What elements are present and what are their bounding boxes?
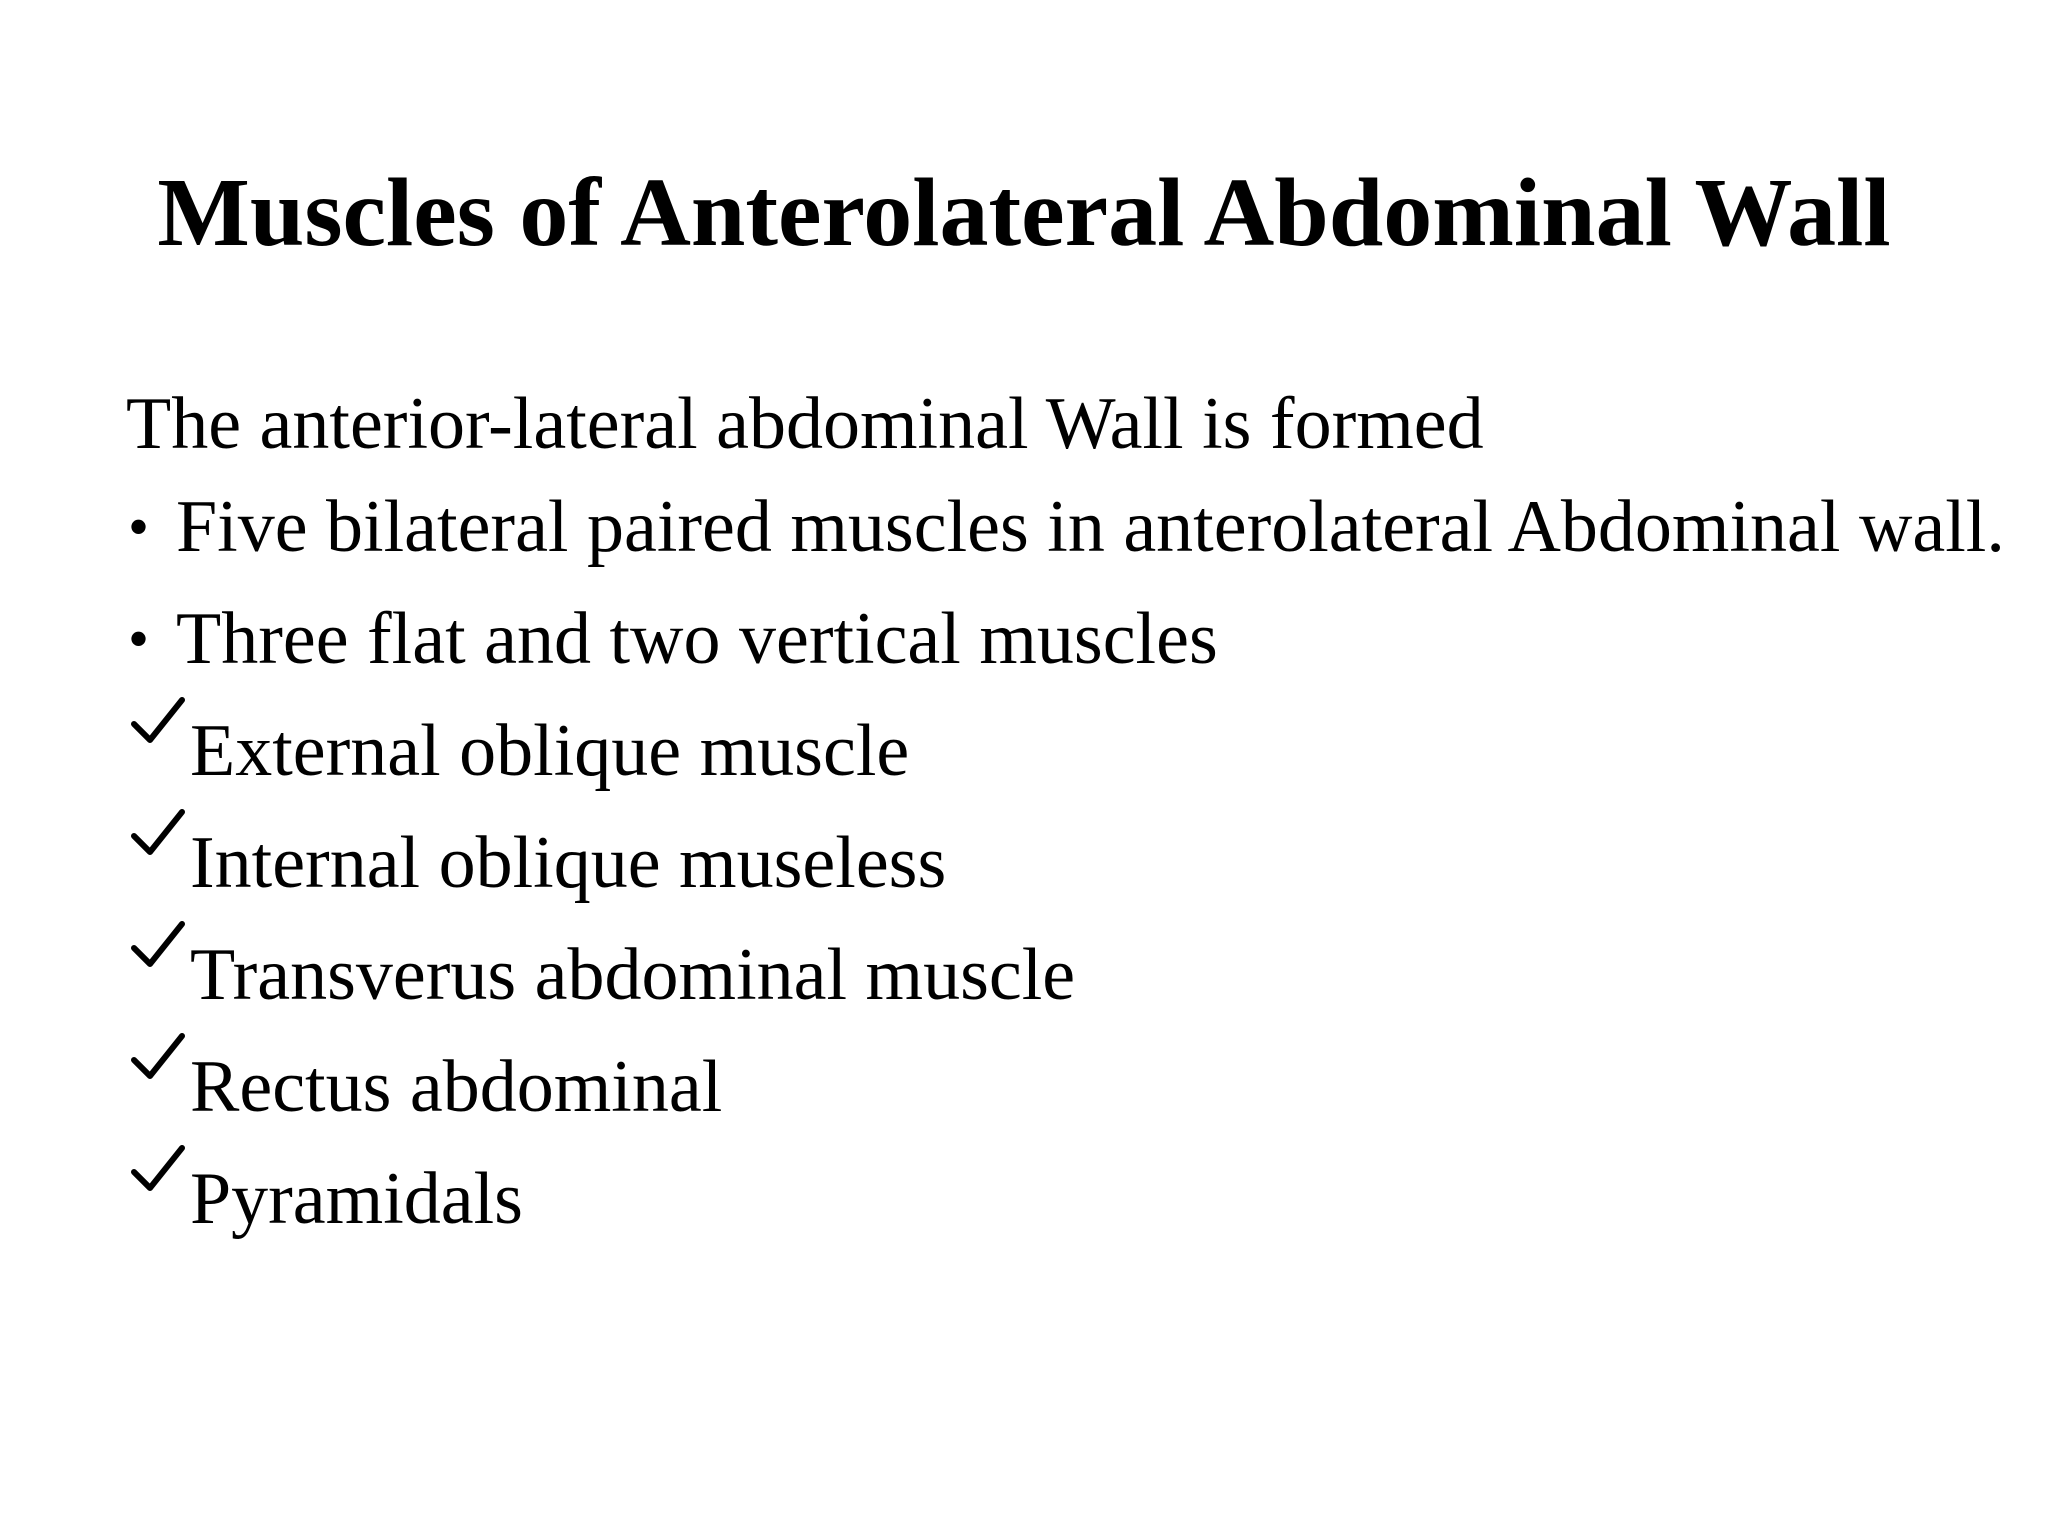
check-item [126,708,2006,794]
check-item-text: Transverus abdominal muscle [190,934,1076,1016]
check-item [126,1044,2006,1130]
check-mark-icon [130,806,186,862]
bullet-icon: • [128,494,150,560]
check-mark-icon [130,694,186,750]
bullet-list [126,484,2006,682]
check-list [126,708,2006,1242]
bullet-icon: • [128,606,150,672]
bullet-text: Five bilateral paired muscles in anterolateral Abdominal wall. [176,486,2005,568]
check-item [126,932,2006,1018]
slide-title: Muscles of Anterolateral Abdominal Wall [157,159,1891,267]
check-item-text: External oblique muscle [190,710,910,792]
bullet-item [126,596,2006,682]
slide-body [126,372,2006,1268]
check-item [126,820,2006,906]
check-item-text: Internal oblique museless [190,822,947,904]
check-mark-icon [130,1030,186,1086]
bullet-item [126,484,2006,570]
check-item-text: Pyramidals [190,1158,523,1240]
bullet-text: Three flat and two vertical muscles [176,598,1218,680]
intro-text: The anterior-lateral abdominal Wall is formed [126,383,1484,465]
check-item-text: Rectus abdominal [190,1046,723,1128]
check-item [126,1156,2006,1242]
check-mark-icon [130,918,186,974]
check-mark-icon [130,1142,186,1198]
